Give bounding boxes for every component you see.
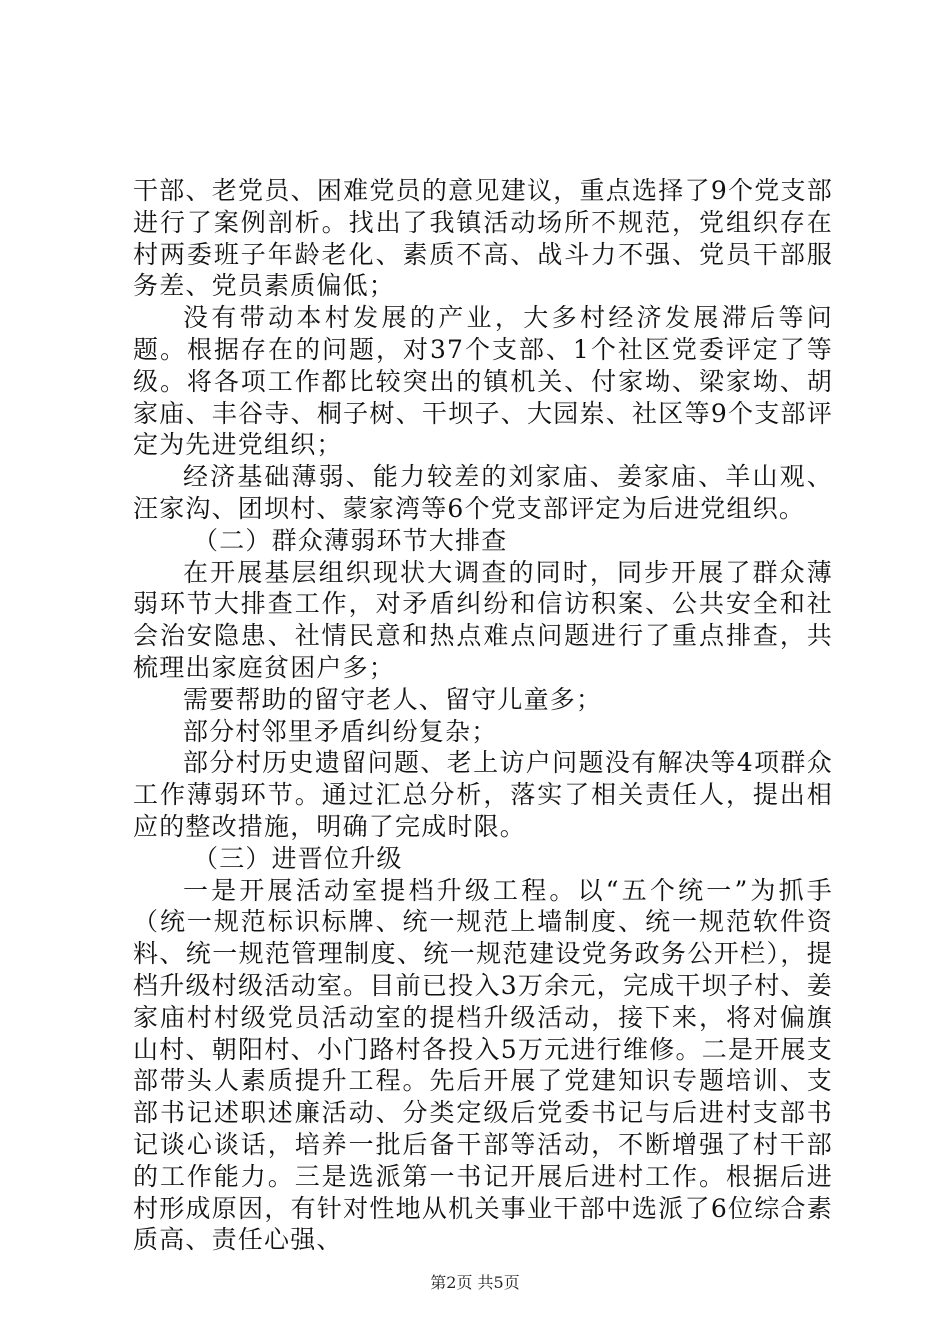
paragraph-2: 没有带动本村发展的产业，大多村经济发展滞后等问题。根据存在的问题，对37个支部、1个社区党委评定了等级。将各项工作都比较突出的镇机关、付家坳、梁家坳、胡家庙、丰谷寺、桐子树、干坝子、大园岽、社区等9个支部评定为先进党组织； (133, 303, 833, 460)
paragraph-6: 部分村邻里矛盾纠纷复杂； (183, 716, 498, 746)
paragraph-8: 一是开展活动室提档升级工程。以“五个统一”为抓手（统一规范标识标牌、统一规范上墙制度、统一规范软件资料、统一规范管理制度、统一规范建设党务政务公开栏），提档升级村级活动室。目前已投入3万余元，完成干坝子村、姜家庙村村级党员活动室的提档升级活动，接下来，将对偏旗山村、朝阳村、小门路村各投入5万元进行维修。二是开展支部带头人素质提升工程。先后开展了党建知识专题培训、支部书记述职述廉活动、分类定级后党委书记与后进村支部书记谈心谈话，培养一批后备干部等活动，不断增强了村干部的工作能力。三是选派第一书记开展后进村工作。根据后进村形成原因，有针对性地从机关事业干部中选派了6位综合素质高、责任心强、 (133, 875, 833, 1255)
paragraph-1: 干部、老党员、困难党员的意见建议，重点选择了9个党支部进行了案例剖析。找出了我镇活动场所不规范，党组织存在村两委班子年龄老化、素质不高、战斗力不强、党员干部服务差、党员素质偏低； (133, 176, 833, 301)
document-body (133, 175, 833, 1256)
paragraph-4: 在开展基层组织现状大调查的同时，同步开展了群众薄弱环节大排查工作，对矛盾纠纷和信访积案、公共安全和社会治安隐患、社情民意和热点难点问题进行了重点排查，共梳理出家庭贫困户多； (133, 557, 833, 682)
paragraph-3: 经济基础薄弱、能力较差的刘家庙、姜家庙、羊山观、汪家沟、团坝村、蒙家湾等6个党支部评定为后进党组织。 (133, 462, 833, 523)
paragraph-5: 需要帮助的留守老人、留守儿童多； (183, 684, 603, 714)
paragraph-7: 部分村历史遗留问题、老上访户问题没有解决等4项群众工作薄弱环节。通过汇总分析，落实了相关责任人，提出相应的整改措施，明确了完成时限。 (133, 748, 833, 841)
page-footer: 第2页 共5页 (430, 1273, 520, 1292)
section-heading-3: （三）进晋位升级 (193, 843, 403, 873)
section-heading-2: （二）群众薄弱环节大排查 (193, 525, 508, 555)
